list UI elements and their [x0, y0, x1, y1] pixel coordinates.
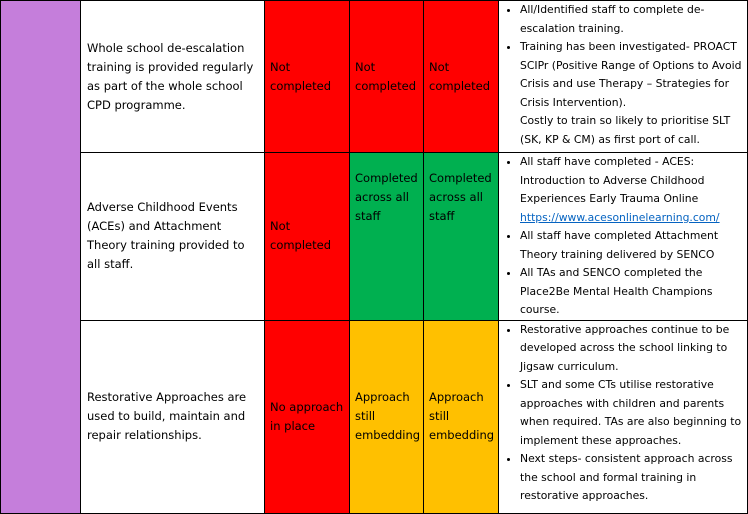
status-cell-amber: Approach still embedding [350, 320, 424, 513]
note-text: Training has been investigated- PROACT SCIPr (Positive Range of Options to Avoid Crisis and use Therapy – Strategies for Crisis Intervention). [520, 40, 742, 109]
notes-cell [499, 1, 748, 153]
notes-cell [499, 153, 748, 321]
table-row [1, 320, 748, 513]
list-item: • All staff have completed Attachment Theory training delivered by SENCO [520, 227, 743, 264]
status-cell-red: No approach in place [265, 320, 350, 513]
notes-cell [499, 320, 748, 513]
table-row [1, 1, 748, 153]
list-item [520, 153, 743, 227]
aces-link[interactable]: https://www.acesonlinelearning.com/ [520, 210, 720, 224]
notes-list [499, 1, 743, 149]
row-description: Adverse Childhood Events (ACEs) and Attachment Theory training provided to all staff. [81, 153, 265, 321]
notes-list [499, 153, 743, 320]
status-cell-amber: Approach still embedding [424, 320, 499, 513]
status-cell-red: Not completed [265, 1, 350, 153]
list-item: • Next steps- consistent approach across the school and formal training in restorative approaches. [520, 450, 743, 506]
status-cell-red: Not completed [424, 1, 499, 153]
note-text: All staff have completed - ACES: Introduction to Adverse Childhood Experiences Early Trauma Online [520, 155, 705, 205]
row-description: Restorative Approaches are used to build, maintain and repair relationships. [81, 320, 265, 513]
status-cell-red: Not completed [350, 1, 424, 153]
category-side-cell [1, 1, 81, 514]
list-item: • Restorative approaches continue to be developed across the school linking to Jigsaw curriculum. [520, 321, 743, 377]
list-item: • SLT and some CTs utilise restorative approaches with children and parents when required. TAs are also beginning to implement these approaches. [520, 376, 743, 450]
status-cell-green: Completed across all staff [424, 153, 499, 321]
note-text: Costly to train so likely to prioritise SLT (SK, KP & CM) as first port of call. [520, 114, 731, 146]
status-cell-green: Completed across all staff [350, 153, 424, 321]
list-item [520, 38, 743, 149]
status-cell-red: Not completed [265, 153, 350, 321]
list-item: • All/Identified staff to complete de-escalation training. [520, 1, 743, 38]
table-row [1, 153, 748, 321]
list-item: • All TAs and SENCO completed the Place2Be Mental Health Champions course. [520, 264, 743, 320]
row-description: Whole school de-escalation training is provided regularly as part of the whole school CPD programme. [81, 1, 265, 153]
notes-list [499, 321, 743, 506]
